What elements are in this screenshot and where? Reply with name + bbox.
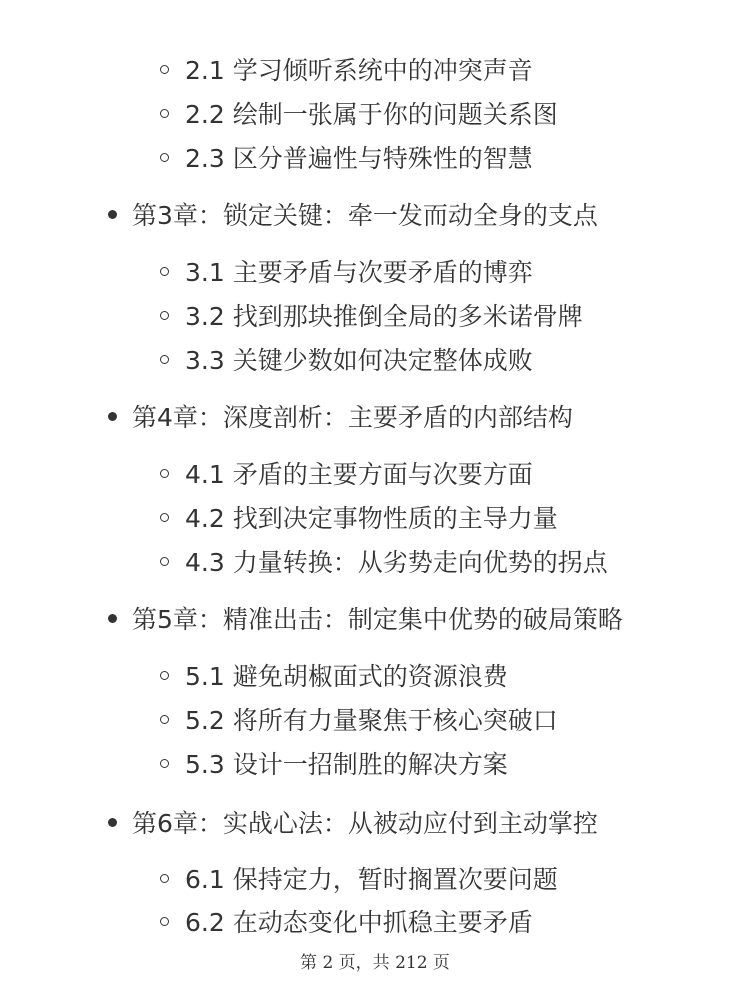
toc-section-item [160, 300, 583, 334]
toc-item-text: 4.2 找到决定事物性质的主导力量 [185, 504, 558, 533]
hollow-bullet-icon [160, 715, 169, 724]
filled-bullet-icon [108, 412, 117, 421]
toc-item-text: 3.3 关键少数如何决定整体成败 [185, 346, 533, 375]
hollow-bullet-icon [160, 109, 169, 118]
toc-item-text: 第6章：实战心法：从被动应付到主动掌控 [132, 809, 598, 838]
toc-item-text: 3.2 找到那块推倒全局的多米诺骨牌 [185, 302, 583, 331]
toc-section-item [160, 142, 533, 176]
toc-chapter-item [108, 603, 623, 637]
filled-bullet-icon [108, 210, 117, 219]
toc-item-text: 第4章：深度剖析：主要矛盾的内部结构 [132, 403, 573, 432]
toc-section-item [160, 863, 558, 897]
hollow-bullet-icon [160, 267, 169, 276]
toc-item-text: 4.3 力量转换：从劣势走向优势的拐点 [185, 548, 608, 577]
toc-chapter-item [108, 199, 598, 233]
hollow-bullet-icon [160, 311, 169, 320]
toc-section-item [160, 256, 533, 290]
toc-item-text: 第5章：精准出击：制定集中优势的破局策略 [132, 605, 623, 634]
hollow-bullet-icon [160, 917, 169, 926]
filled-bullet-icon [108, 614, 117, 623]
toc-section-item [160, 704, 558, 738]
hollow-bullet-icon [160, 355, 169, 364]
toc-item-text: 2.2 绘制一张属于你的问题关系图 [185, 100, 558, 129]
toc-chapter-item [108, 807, 598, 841]
toc-item-text: 5.3 设计一招制胜的解决方案 [185, 750, 508, 779]
toc-item-text: 4.1 矛盾的主要方面与次要方面 [185, 460, 533, 489]
toc-item-text: 2.3 区分普遍性与特殊性的智慧 [185, 144, 533, 173]
filled-bullet-icon [108, 818, 117, 827]
toc-section-item [160, 906, 533, 940]
toc-section-item [160, 344, 533, 378]
toc-section-item [160, 546, 608, 580]
toc-item-text: 5.1 避免胡椒面式的资源浪费 [185, 662, 508, 691]
hollow-bullet-icon [160, 513, 169, 522]
hollow-bullet-icon [160, 671, 169, 680]
toc-section-item [160, 98, 558, 132]
hollow-bullet-icon [160, 65, 169, 74]
toc-section-item [160, 660, 508, 694]
hollow-bullet-icon [160, 557, 169, 566]
toc-section-item [160, 458, 533, 492]
toc-section-item [160, 502, 558, 536]
hollow-bullet-icon [160, 153, 169, 162]
toc-item-text: 6.2 在动态变化中抓稳主要矛盾 [185, 908, 533, 937]
toc-item-text: 第3章：锁定关键：牵一发而动全身的支点 [132, 201, 598, 230]
toc-section-item [160, 54, 533, 88]
toc-section-item [160, 748, 508, 782]
page-number-footer: 第 2 页，共 212 页 [300, 953, 450, 973]
hollow-bullet-icon [160, 759, 169, 768]
toc-item-text: 5.2 将所有力量聚焦于核心突破口 [185, 706, 558, 735]
toc-item-text: 3.1 主要矛盾与次要矛盾的博弈 [185, 258, 533, 287]
hollow-bullet-icon [160, 469, 169, 478]
hollow-bullet-icon [160, 874, 169, 883]
toc-item-text: 6.1 保持定力，暂时搁置次要问题 [185, 865, 558, 894]
toc-item-text: 2.1 学习倾听系统中的冲突声音 [185, 56, 533, 85]
toc-chapter-item [108, 401, 573, 435]
